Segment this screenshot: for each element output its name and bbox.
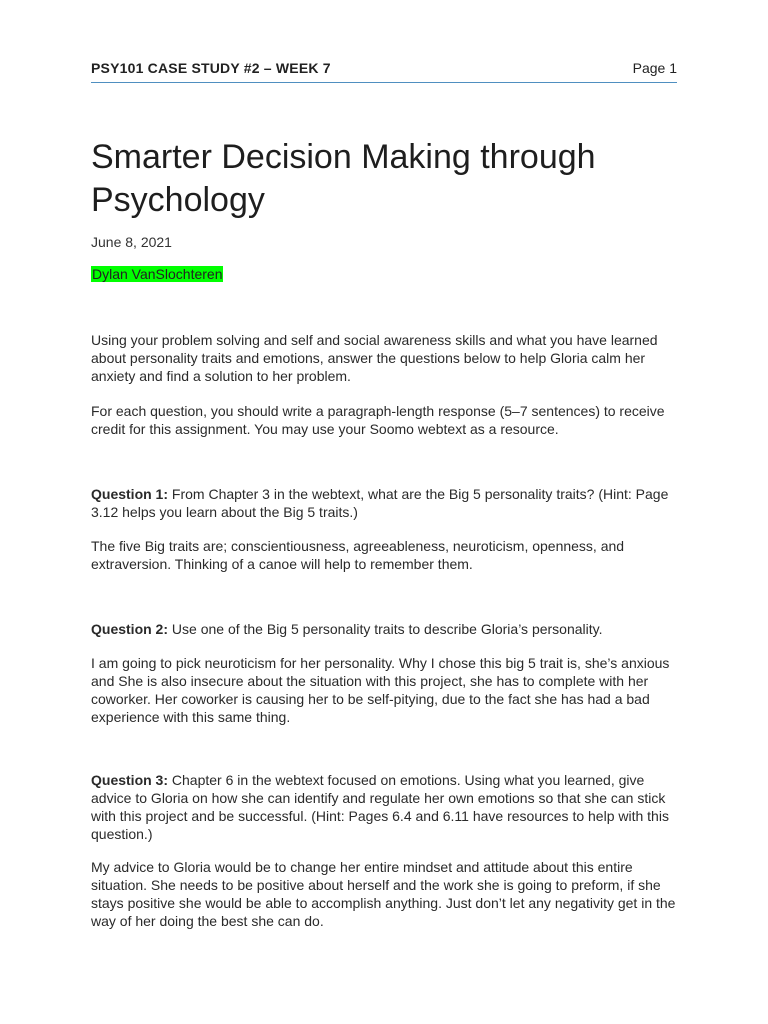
question-1-text: From Chapter 3 in the webtext, what are the Big 5 personality traits? (Hint: Page 3.12 helps you learn about the Big 5 traits.) (91, 486, 669, 520)
question-2-label: Question 2: (91, 621, 169, 637)
question-2 (91, 620, 681, 638)
header-page-number: Page 1 (632, 60, 677, 76)
answer-2: I am going to pick neuroticism for her personality. Why I chose this big 5 trait is, she’s anxious and She is also insecure about the situation with this project, she has to complete with her coworker. Her coworker is causing her to be self-pitying, due to the fact she has had a bad experience with this same thing. (91, 655, 670, 725)
question-3 (91, 771, 681, 843)
intro-paragraph-2: For each question, you should write a paragraph-length response (5–7 sentences) to receive credit for this assignment. You may use your Soomo webtext as a resource. (91, 403, 665, 437)
question-2-text: Use one of the Big 5 personality traits to describe Gloria’s personality. (168, 621, 603, 637)
intro-paragraph-1: Using your problem solving and self and social awareness skills and what you have learned about personality traits and emotions, answer the questions below to help Gloria calm her anxiety and find a solution to her problem. (91, 332, 658, 384)
answer-1: The five Big traits are; conscientiousness, agreeableness, neuroticism, openness, and extraversion. Thinking of a canoe will help to remember them. (91, 538, 625, 572)
question-1 (91, 485, 681, 521)
question-1-label: Question 1: (91, 486, 169, 502)
page-header (91, 60, 677, 76)
document-title: Smarter Decision Making through Psychology (91, 138, 596, 219)
answer-3: My advice to Gloria would be to change her entire mindset and attitude about this entire situation. She needs to be positive about herself and the work she is going to preform, if she stays positive she would be able to accomplish anything. Just don’t let any negativity get in the way of her doing the best she can do. (91, 859, 676, 929)
header-course-title: PSY101 CASE STUDY #2 – WEEK 7 (91, 60, 331, 76)
author-name: Dylan VanSlochteren (92, 266, 223, 282)
question-3-label: Question 3: (91, 772, 169, 788)
header-divider (91, 82, 677, 83)
question-3-text: Chapter 6 in the webtext focused on emotions. Using what you learned, give advice to Gloria on how she can identify and regulate her own emotions so that she can stick with this project and be successful. (Hint: Pages 6.4 and 6.11 have resources to help with this question.) (91, 772, 669, 842)
document-date: June 8, 2021 (91, 234, 172, 250)
